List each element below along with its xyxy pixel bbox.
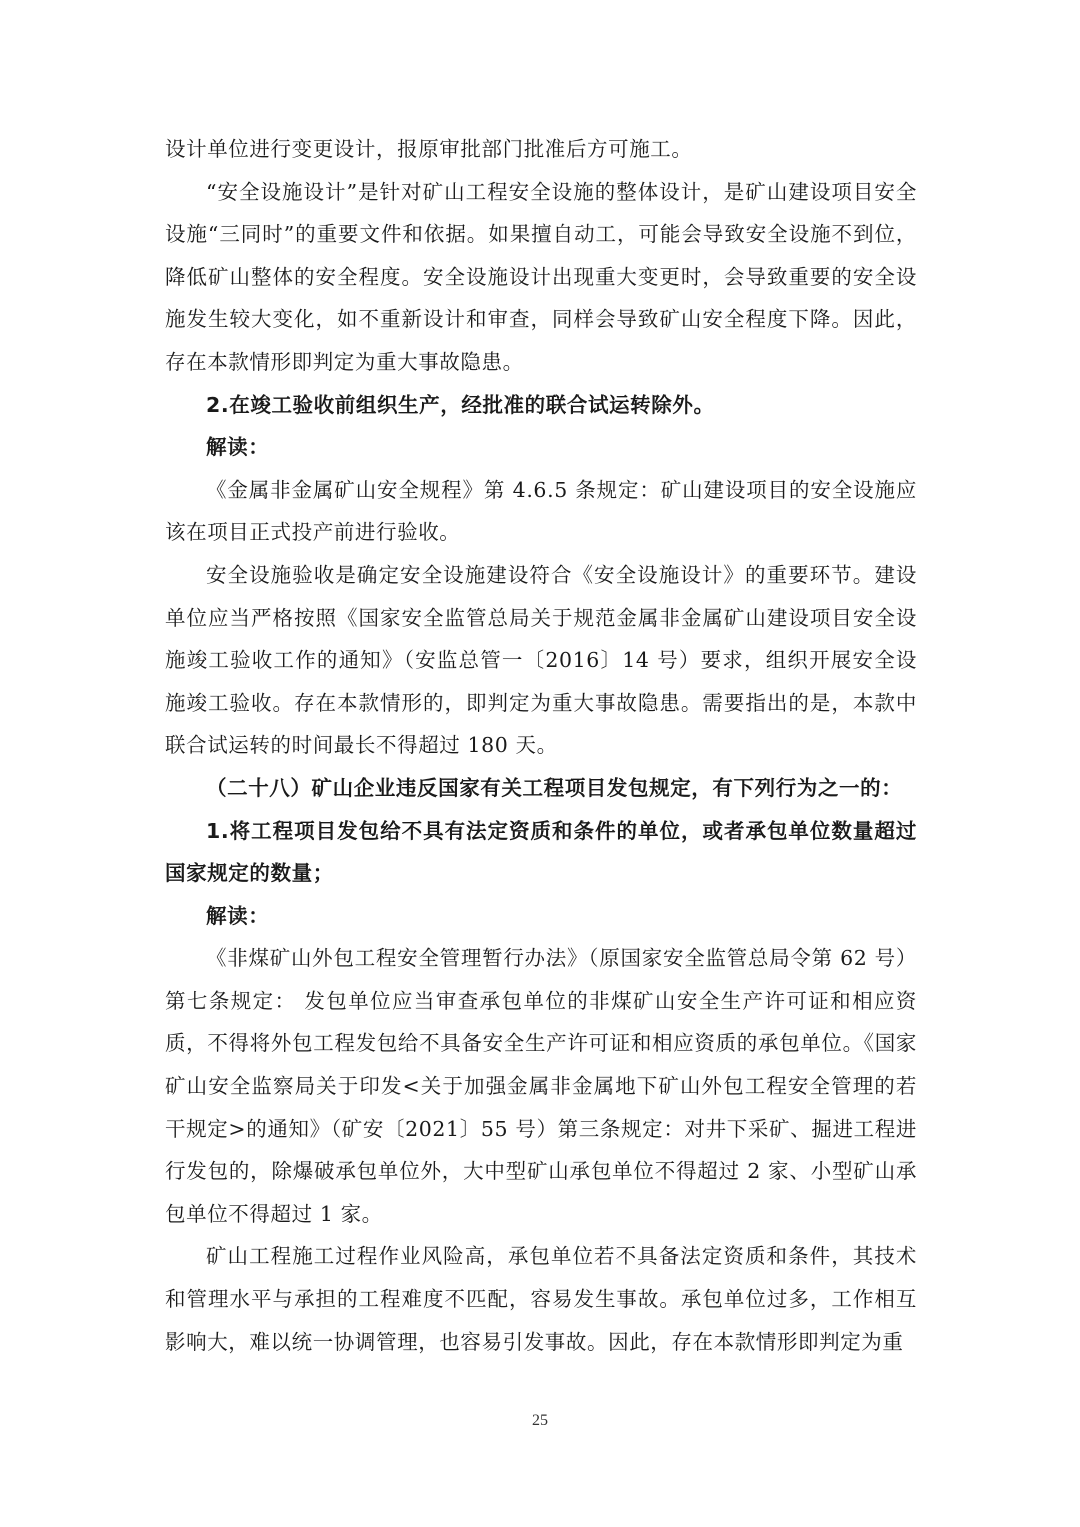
- paragraph-continuation: 设计单位进行变更设计，报原审批部门批准后方可施工。: [165, 137, 693, 161]
- paragraph-outsourcing-rules: 《非煤矿山外包工程安全管理暂行办法》（原国家安全监管总局令第 62 号）第七条规定： 发包单位应当审查承包单位的非煤矿山安全生产许可证和相应资质，不得将外包工程发包给不具备安全生产许可证和相应资质的承包单位。《国家矿山安全监察局关于印发<关于加强金属非金属地下矿山外包工程安全管理的若干规定>的通知》（矿安〔2021〕55 号）第三条规定：对井下采矿、掘进工程进行发包的，除爆破承包单位外，大中型矿山承包单位不得超过 2 家、小型矿山承包单位不得超过 1 家。: [165, 946, 917, 1226]
- paragraph-risk-explanation: 矿山工程施工过程作业风险高，承包单位若不具备法定资质和条件，其技术和管理水平与承担的工程难度不匹配，容易发生事故。承包单位过多，工作相互影响大，难以统一协调管理，也容易引发事故。因此，存在本款情形即判定为重: [165, 1244, 917, 1354]
- interpretation-label: 解读：: [206, 903, 270, 928]
- paragraph-acceptance: 安全设施验收是确定安全设施建设符合《安全设施设计》的重要环节。建设单位应当严格按照《国家安全监管总局关于规范金属非金属矿山建设项目安全设施竣工验收工作的通知》（安监总管一〔2016〕14 号）要求，组织开展安全设施竣工验收。存在本款情形的，即判定为重大事故隐患。需要指出的是，本款中联合试运转的时间最长不得超过 180 天。: [165, 562, 917, 758]
- clause-heading-2: 2.在竣工验收前组织生产，经批准的联合试运转除外。: [206, 392, 715, 417]
- section-heading-28: （二十八）矿山企业违反国家有关工程项目发包规定，有下列行为之一的：: [206, 775, 903, 800]
- interpretation-label: 解读：: [206, 435, 270, 460]
- paragraph-regulation-4-6-5: 《金属非金属矿山安全规程》第 4.6.5 条规定：矿山建设项目的安全设施应该在项目正式投产前进行验收。: [165, 477, 917, 545]
- paragraph-safety-design: “安全设施设计”是针对矿山工程安全设施的整体设计，是矿山建设项目安全设施“三同时”的重要文件和依据。如果擅自动工，可能会导致安全设施不到位，降低矿山整体的安全程度。安全设施设计出现重大变更时，会导致重要的安全设施发生较大变化，如不重新设计和审查，同样会导致矿山安全程度下降。因此，存在本款情形即判定为重大事故隐患。: [165, 179, 917, 374]
- page-number: 25: [532, 1412, 548, 1429]
- document-body: [165, 128, 917, 1363]
- clause-heading-1: 1.将工程项目发包给不具有法定资质和条件的单位，或者承包单位数量超过国家规定的数量；: [165, 818, 917, 886]
